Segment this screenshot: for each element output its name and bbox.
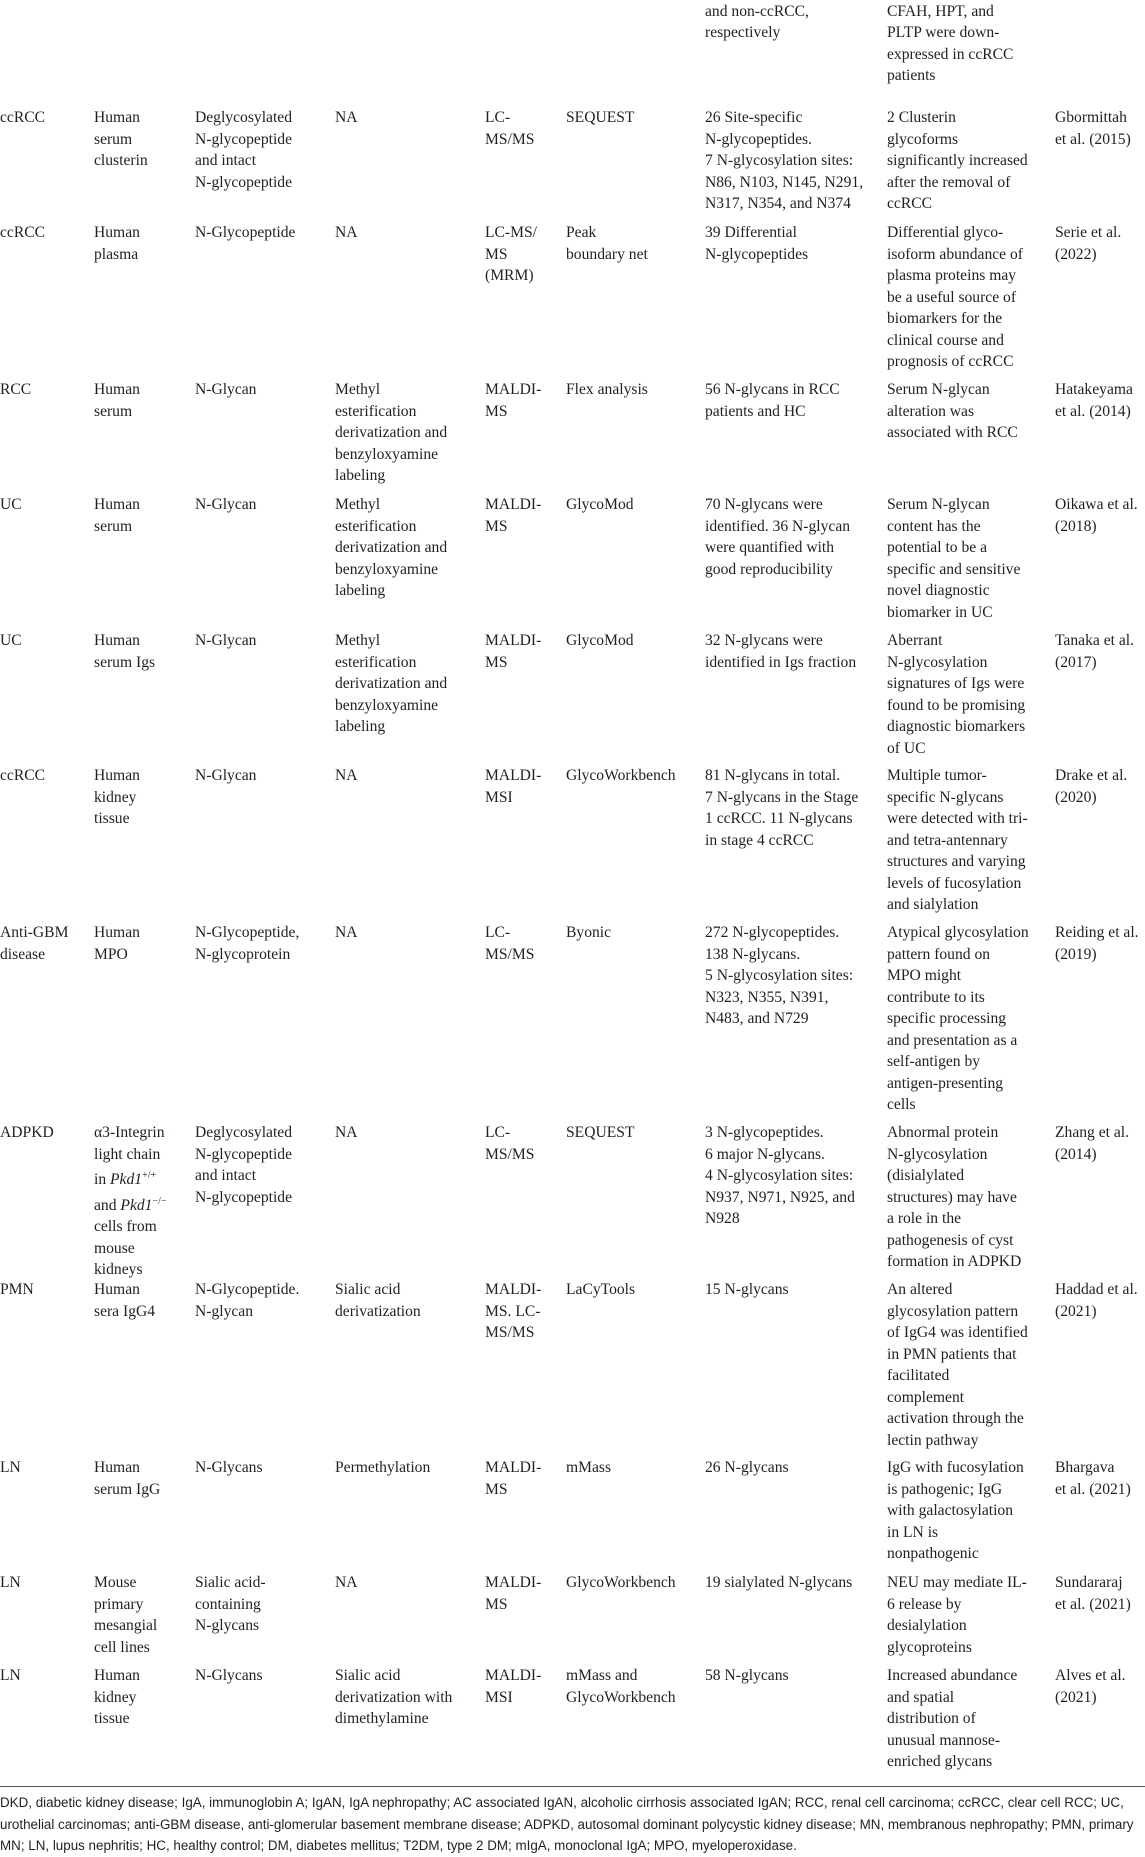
software-cell: mMass and GlycoWorkbench (566, 1667, 676, 1706)
reference-cell: Haddad et al. (2021) (1055, 1281, 1138, 1320)
software-cell: Peak boundary net (566, 224, 648, 263)
method-cell: LC- MS/MS (485, 924, 535, 963)
target-cell: Deglycosylated N-glycopeptide and intact N-glycopeptide (195, 1124, 292, 1206)
method-cell: MALDI- MSI (485, 767, 542, 806)
disease-cell: ccRCC (0, 224, 46, 241)
derivatization-cell: NA (335, 1124, 358, 1141)
software-cell: Flex analysis (566, 381, 648, 398)
target-cell: N-Glycan (195, 767, 257, 784)
sample-cell: Mouse primary mesangial cell lines (94, 1574, 158, 1656)
target-cell: N-Glycan (195, 496, 257, 513)
method-cell: LC- MS/MS (485, 109, 535, 148)
software-cell: GlycoMod (566, 496, 634, 513)
sample-cell: Human serum (94, 381, 140, 420)
conclusion-cell: Multiple tumor- specific N-glycans were detected with tri- and tetra-antennary structures and varying levels of fucosylation and sialylation (887, 767, 1028, 913)
derivatization-cell: Methyl esterification derivatization and benzyloxyamine labeling (335, 632, 448, 735)
derivatization-cell: NA (335, 224, 358, 241)
target-cell: N-Glycans (195, 1667, 263, 1684)
method-cell: MALDI- MS (485, 496, 542, 535)
software-cell: GlycoMod (566, 632, 634, 649)
target-cell: N-Glycan (195, 632, 257, 649)
disease-cell: PMN (0, 1281, 34, 1298)
results-cell: 26 Site-specific N-glycopeptides. 7 N-glycosylation sites: N86, N103, N145, N291, N317, N354, and N374 (705, 109, 864, 212)
continued-conclusion-cell: CFAH, HPT, and PLTP were down- expressed in ccRCC patients (887, 2, 1014, 84)
sample-text: cells from mouse kidneys (94, 1218, 157, 1279)
reference-cell: Bhargava et al. (2021) (1055, 1459, 1131, 1498)
method-cell: LC- MS/MS (485, 1124, 535, 1163)
results-cell: 26 N-glycans (705, 1459, 789, 1476)
gene-name: Pkd1 (110, 1171, 143, 1189)
results-cell: 39 Differential N-glycopeptides (705, 224, 809, 263)
sample-cell: Human plasma (94, 224, 140, 263)
derivatization-cell: Permethylation (335, 1459, 431, 1476)
disease-cell: UC (0, 632, 22, 649)
disease-cell: Anti-GBM disease (0, 924, 69, 963)
target-cell: Sialic acid- containing N-glycans (195, 1574, 266, 1634)
results-cell: 56 N-glycans in RCC patients and HC (705, 381, 840, 420)
conclusion-cell: Increased abundance and spatial distribution of unusual mannose- enriched glycans (887, 1667, 1018, 1770)
disease-cell: LN (0, 1574, 21, 1591)
method-cell: MALDI- MSI (485, 1667, 542, 1706)
sample-text: and (94, 1196, 117, 1214)
derivatization-cell: NA (335, 767, 358, 784)
method-cell: MALDI- MS (485, 1459, 542, 1498)
results-cell: 70 N-glycans were identified. 36 N-glycan were quantified with good reproducibility (705, 496, 851, 578)
results-cell: 3 N-glycopeptides. 6 major N-glycans. 4 N-glycosylation sites: N937, N971, N925, and N928 (705, 1124, 855, 1227)
target-cell: N-Glycopeptide. N-glycan (195, 1281, 300, 1320)
sample-cell: Human kidney tissue (94, 1667, 140, 1727)
sample-cell: Human sera IgG4 (94, 1281, 156, 1320)
method-cell: MALDI- MS (485, 1574, 542, 1613)
disease-cell: ccRCC (0, 767, 46, 784)
results-cell: 272 N-glycopeptides. 138 N-glycans. 5 N-glycosylation sites: N323, N355, N391, N483, and N729 (705, 924, 854, 1027)
sample-cell: Human serum IgG (94, 1459, 161, 1498)
results-cell: 58 N-glycans (705, 1667, 789, 1684)
conclusion-cell: 2 Clusterin glycoforms significantly increased after the removal of ccRCC (887, 109, 1028, 212)
conclusion-cell: Serum N-glycan content has the potential to be a specific and sensitive novel diagnostic biomarker in UC (887, 496, 1021, 621)
results-cell: 15 N-glycans (705, 1281, 789, 1298)
reference-cell: Hatakeyama et al. (2014) (1055, 381, 1133, 420)
method-cell: MALDI- MS (485, 381, 542, 420)
conclusion-cell: Abnormal protein N-glycosylation (disialylated structures) may have a role in the pathogenesis of cyst formation in ADPKD (887, 1124, 1022, 1270)
software-cell: GlycoWorkbench (566, 767, 676, 784)
continued-row-fragment (700, 0, 1140, 88)
conclusion-cell: Serum N-glycan alteration was associated with RCC (887, 381, 1018, 441)
method-cell: LC-MS/ MS (MRM) (485, 224, 537, 284)
software-cell: Byonic (566, 924, 612, 941)
reference-cell: Alves et al. (2021) (1055, 1667, 1126, 1706)
derivatization-cell: NA (335, 1574, 358, 1591)
gene-name: Pkd1 (120, 1196, 153, 1214)
software-cell: SEQUEST (566, 109, 635, 126)
sample-cell: Human kidney tissue (94, 767, 140, 827)
conclusion-cell: Atypical glycosylation pattern found on MPO might contribute to its specific processing and presentation as a self-antigen by antigen-presenting cells (887, 924, 1029, 1113)
method-cell: MALDI- MS. LC- MS/MS (485, 1281, 542, 1341)
genotype-superscript: −/− (152, 1195, 167, 1207)
sample-cell (94, 1122, 184, 1281)
reference-cell: Serie et al. (2022) (1055, 224, 1122, 263)
method-cell: MALDI- MS (485, 632, 542, 671)
disease-cell: LN (0, 1667, 21, 1684)
disease-cell: RCC (0, 381, 32, 398)
reference-cell: Drake et al. (2020) (1055, 767, 1128, 806)
software-cell: LaCyTools (566, 1281, 636, 1298)
reference-cell: Zhang et al. (2014) (1055, 1124, 1130, 1163)
derivatization-cell: Sialic acid derivatization with dimethylamine (335, 1667, 453, 1727)
derivatization-cell: Methyl esterification derivatization and benzyloxyamine labeling (335, 496, 448, 599)
sample-cell: Human serum (94, 496, 140, 535)
target-cell: Deglycosylated N-glycopeptide and intact N-glycopeptide (195, 109, 292, 191)
results-cell: 32 N-glycans were identified in Igs fraction (705, 632, 857, 671)
disease-cell: ADPKD (0, 1124, 54, 1141)
reference-cell: Sundararaj et al. (2021) (1055, 1574, 1131, 1613)
reference-cell: Tanaka et al. (2017) (1055, 632, 1134, 671)
derivatization-cell: Methyl esterification derivatization and benzyloxyamine labeling (335, 381, 448, 484)
conclusion-cell: An altered glycosylation pattern of IgG4 was identified in PMN patients that facilitated complement activation through the lectin pathway (887, 1281, 1028, 1449)
target-cell: N-Glycopeptide, N-glycoprotein (195, 924, 300, 963)
continued-results-cell: and non-ccRCC, respectively (705, 2, 809, 41)
conclusion-cell: Differential glyco- isoform abundance of plasma proteins may be a useful source of biomarkers for the clinical course and prognosis of ccRCC (887, 224, 1023, 370)
sample-cell: Human MPO (94, 924, 140, 963)
conclusion-cell: Aberrant N-glycosylation signatures of Igs were found to be promising diagnostic biomarkers of UC (887, 632, 1026, 757)
conclusion-cell: IgG with fucosylation is pathogenic; IgG with galactosylation in LN is nonpathogenic (887, 1459, 1024, 1562)
results-cell: 81 N-glycans in total. 7 N-glycans in the Stage 1 ccRCC. 11 N-glycans in stage 4 ccRCC (705, 767, 859, 849)
reference-cell: Gbormittah et al. (2015) (1055, 109, 1131, 148)
software-cell: GlycoWorkbench (566, 1574, 676, 1591)
reference-cell: Oikawa et al. (2018) (1055, 496, 1138, 535)
table-bottom-rule (0, 1786, 1145, 1787)
target-cell: N-Glycan (195, 381, 257, 398)
sample-text: α3-Integrin light chain in (94, 1124, 165, 1189)
reference-cell: Reiding et al. (2019) (1055, 924, 1139, 963)
derivatization-cell: NA (335, 924, 358, 941)
conclusion-cell: NEU may mediate IL- 6 release by desialylation glycoproteins (887, 1574, 1027, 1656)
target-cell: N-Glycopeptide (195, 224, 296, 241)
disease-cell: UC (0, 496, 22, 513)
software-cell: mMass (566, 1459, 612, 1476)
sample-cell: Human serum Igs (94, 632, 156, 671)
disease-cell: LN (0, 1459, 21, 1476)
sample-cell: Human serum clusterin (94, 109, 148, 169)
disease-cell: ccRCC (0, 109, 46, 126)
genotype-superscript: +/+ (142, 1170, 157, 1181)
software-cell: SEQUEST (566, 1124, 635, 1141)
table-footnote: DKD, diabetic kidney disease; IgA, immunoglobin A; IgAN, IgA nephropathy; AC associated IgAN, alcoholic cirrhosis associated IgAN; RCC, renal cell carcinoma; ccRCC, clear cell RCC; UC, urothelial carcinomas; anti-GBM disease, anti-glomerular basement membrane disease; ADPKD, autosomal dominant polycystic kidney disease; MN, membranous nephropathy; PMN, primary MN; LN, lupus nephritis; HC, healthy control; DM, diabetes mellitus; T2DM, type 2 DM; mIgA, monoclonal IgA; MPO, myeloperoxidase. (0, 1795, 1134, 1853)
results-cell: 19 sialylated N-glycans (705, 1574, 853, 1591)
derivatization-cell: NA (335, 109, 358, 126)
target-cell: N-Glycans (195, 1459, 263, 1476)
derivatization-cell: Sialic acid derivatization (335, 1281, 421, 1320)
